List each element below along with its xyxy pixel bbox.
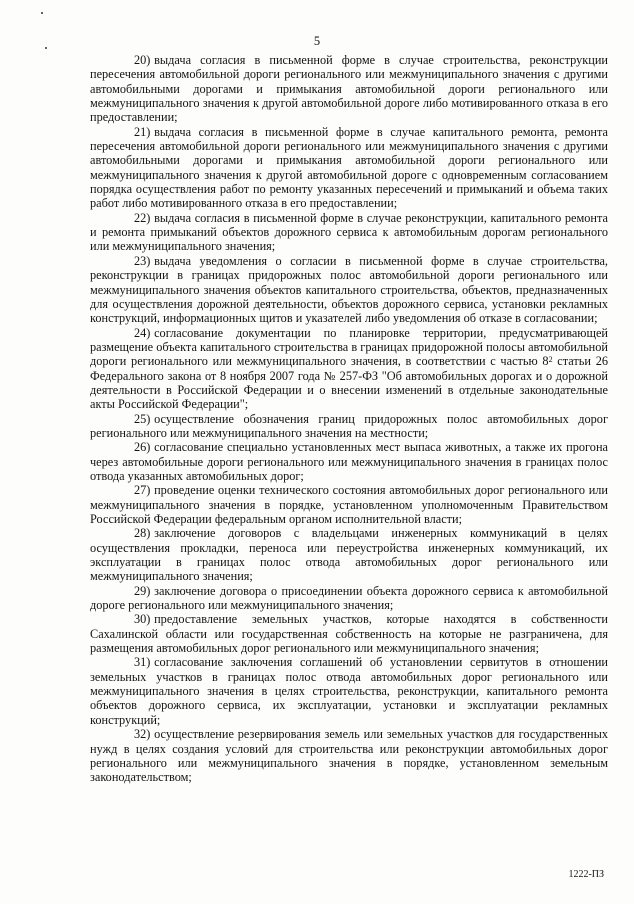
item-number: 23) bbox=[134, 253, 151, 268]
list-item bbox=[90, 655, 608, 727]
item-text: согласование специально установленных мест выпаса животных, а также их прогона через автомобильные дороги регионального или межмуниципального значения в границах полос отвода указанных автомобильных дорог; bbox=[90, 440, 608, 483]
item-text: осуществление резервирования земель или земельных участков для государственных нужд в целях создания условий для строительства или реконструкции автомобильных дорог регионального или межмуниципального значения в порядке, установленном земельным законодательством; bbox=[90, 727, 608, 785]
list-item bbox=[90, 53, 608, 125]
item-text: заключение договора о присоединении объекта дорожного сервиса к автомобильной дороге регионального или межмуниципального значения; bbox=[90, 583, 608, 613]
item-number: 26) bbox=[134, 440, 151, 455]
item-text: заключение договоров с владельцами инженерных коммуникаций в целях осуществления прокладки, переноса или переустройства инженерных коммуникаций, их эксплуатации в границах полос отвода автомобильных дорог регионального или межмуниципального значения; bbox=[90, 526, 608, 584]
item-number: 29) bbox=[134, 583, 151, 598]
list-item bbox=[90, 483, 608, 526]
item-text: согласование документации по планировке территории, предусматривающей размещение объекта капитального строительства в границах придорожной полосы автомобильной дороги регионального или межмуниципального значения, в соответствии с частью 8 bbox=[90, 325, 608, 369]
list-item bbox=[90, 612, 608, 655]
item-number: 27) bbox=[134, 483, 151, 498]
item-number: 32) bbox=[134, 727, 151, 742]
list-item bbox=[90, 125, 608, 211]
item-text: выдача согласия в письменной форме в случае строительства, реконструкции пересечения автомобильной дороги регионального или межмуниципального значения с другими автомобильными дорогами и примыкания автомобильной дороги регионального или межмуниципального значения к другой автомобильной дороге либо мотивированного отказа в его предоставлении; bbox=[90, 53, 608, 125]
scan-speck bbox=[41, 12, 43, 14]
document-body bbox=[90, 53, 608, 785]
superscript: 2 bbox=[548, 355, 553, 365]
item-number: 21) bbox=[134, 124, 151, 139]
item-number: 31) bbox=[134, 655, 151, 670]
list-item bbox=[90, 412, 608, 441]
page-number: 5 bbox=[313, 34, 321, 48]
item-text: предоставление земельных участков, которые находятся в собственности Сахалинской области или государственная собственность на которые не разграничена, для размещения автомобильных дорог регионального или межмуниципального значения; bbox=[90, 612, 608, 656]
item-number: 20) bbox=[134, 53, 151, 67]
item-number: 30) bbox=[134, 612, 151, 627]
item-text: осуществление обозначения границ придорожных полос автомобильных дорог регионального или межмуниципального значения на местности; bbox=[90, 411, 608, 440]
item-text: проведение оценки технического состояния автомобильных дорог регионального или межмуниципального значения в порядке, установленном уполномоченным Правительством Российской Федерации федеральным органом исполнительной власти; bbox=[90, 483, 608, 526]
item-number: 24) bbox=[134, 325, 151, 340]
list-item bbox=[90, 440, 608, 483]
item-number: 25) bbox=[134, 411, 151, 426]
list-item bbox=[90, 584, 608, 613]
item-number: 28) bbox=[134, 526, 151, 541]
item-number: 22) bbox=[134, 210, 151, 225]
item-text: выдача согласия в письменной форме в случае капитального ремонта, ремонта пересечения автомобильной дороги регионального или межмуниципального значения с другими автомобильными дорогами и примыкания автомобильной дороги регионального или межмуниципального значения к другой автомобильной дороге с одновременным согласованием порядка осуществления работ по ремонту указанных пересечений и примыканий и объема таких работ либо мотивированного отказа в его предоставлении; bbox=[90, 124, 608, 211]
item-text: выдача согласия в письменной форме в случае реконструкции, капитального ремонта и ремонта примыканий объектов дорожного сервиса к автомобильным дорогам регионального или межмуниципального значения; bbox=[90, 210, 608, 254]
list-item bbox=[90, 526, 608, 583]
list-item bbox=[90, 211, 608, 254]
list-item bbox=[90, 727, 608, 784]
document-code: 1222-ПЗ bbox=[568, 869, 604, 880]
list-item bbox=[90, 326, 608, 412]
item-text: согласование заключения соглашений об установлении сервитутов в отношении земельных участков в границах полос отвода автомобильных дорог регионального или межмуниципального значения в целях строительства, реконструкции, капитального ремонта объектов дорожного сервиса, их эксплуатации, установки и эксплуатации рекламных конструкций; bbox=[90, 655, 608, 727]
item-text: выдача уведомления о согласии в письменной форме в случае строительства, реконструкции в границах придорожных полос автомобильной дороги регионального или межмуниципального значения объектов капитального строительства, объектов, предназначенных для осуществления дорожной деятельности, объектов дорожного сервиса, установки рекламных конструкций, информационных щитов и указателей либо уведомления об отказе в согласовании; bbox=[90, 253, 608, 326]
list-item bbox=[90, 254, 608, 326]
item-text-continued: статьи 26 Федерального закона от 8 ноября 2007 года № 257-ФЗ "Об автомобильных дорогах и о дорожной деятельности в Российской Федерации и о внесении изменений в отдельные законодательные акты Российской Федерации"; bbox=[90, 354, 608, 412]
